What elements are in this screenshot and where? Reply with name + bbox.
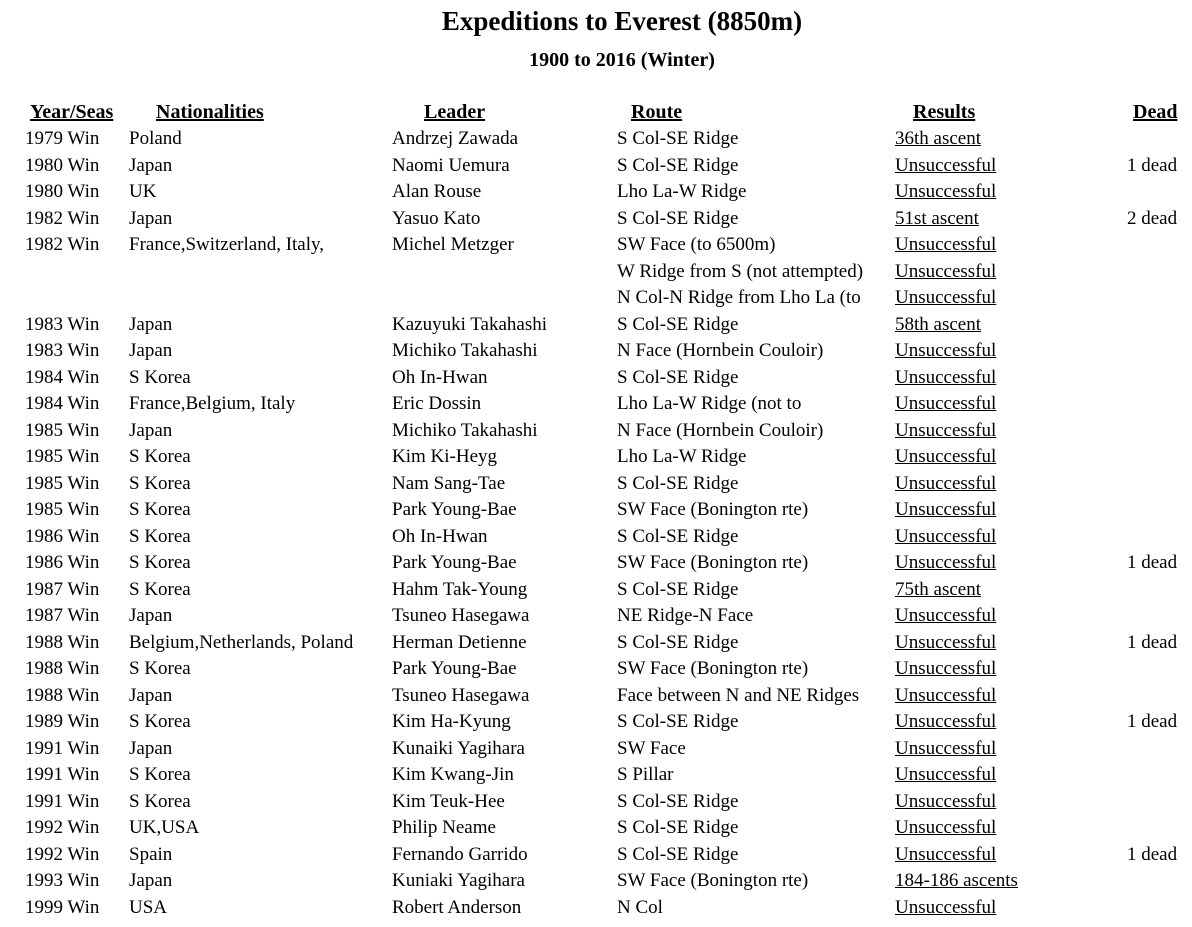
cell-dead: 1 dead [1127,843,1178,865]
cell-route: N Col [617,896,663,918]
cell-route: S Col-SE Ridge [617,790,739,812]
cell-leader: Kunaiki Yagihara [392,737,525,759]
cell-route: Face between N and NE Ridges [617,684,860,706]
cell-nationalities: Japan [129,207,173,229]
column-header-dead: Dead [1133,101,1178,123]
result-link[interactable]: Unsuccessful [895,366,997,388]
cell-nationalities: Japan [129,313,173,335]
page-title: Expeditions to Everest (8850m) [441,6,803,36]
cell-year: 1986 Win [25,552,100,573]
cell-route: N Col-N Ridge from Lho La (to [617,287,861,308]
cell-leader: Kim Teuk-Hee [392,790,505,812]
result-link[interactable]: Unsuccessful [895,499,997,520]
cell-leader: Kuniaki Yagihara [392,870,525,891]
cell-leader: Tsuneo Hasegawa [392,684,530,706]
cell-nationalities: Japan [129,737,173,759]
result-link[interactable]: Unsuccessful [895,419,997,441]
cell-route: Lho La-W Ridge [617,181,747,202]
cell-route: SW Face (Bonington rte) [617,870,809,891]
cell-route: S Col-SE Ridge [617,366,739,388]
cell-route: S Col-SE Ridge [617,525,739,547]
cell-nationalities: Japan [129,340,173,361]
result-link[interactable]: Unsuccessful [895,684,997,706]
cell-nationalities: UK,USA [129,817,200,838]
table-row [0,603,1192,630]
cell-nationalities: Japan [129,684,173,706]
table-row [0,259,1192,286]
cell-year: 1987 Win [25,578,100,600]
cell-route: S Col-SE Ridge [617,711,739,732]
cell-nationalities: S Korea [129,366,191,388]
table-row [0,444,1192,471]
cell-nationalities: S Korea [129,578,191,600]
cell-nationalities: Japan [129,605,173,626]
result-link[interactable]: Unsuccessful [895,552,997,573]
table-row [0,630,1192,657]
cell-route: N Face (Hornbein Couloir) [617,340,824,361]
column-header-results: Results [913,101,976,123]
table-row [0,709,1192,736]
cell-leader: Michiko Takahashi [392,340,538,361]
table-row [0,550,1192,577]
cell-leader: Kazuyuki Takahashi [392,313,548,335]
column-header-year: Year/Seas [30,101,114,123]
cell-leader: Fernando Garrido [392,843,528,865]
table-row [0,736,1192,763]
cell-year: 1985 Win [25,499,100,520]
cell-year: 1986 Win [25,525,100,547]
cell-year: 1991 Win [25,737,100,759]
table-row [0,497,1192,524]
cell-year: 1985 Win [25,472,100,494]
cell-nationalities: Poland [129,128,182,149]
column-header-leader: Leader [424,101,486,123]
cell-year: 1991 Win [25,764,100,785]
result-link[interactable]: Unsuccessful [895,393,997,414]
cell-year: 1980 Win [25,154,100,176]
cell-leader: Naomi Uemura [392,154,510,176]
table-row [0,312,1192,339]
cell-leader: Herman Detienne [392,631,527,653]
cell-year: 1982 Win [25,234,100,255]
table-row [0,471,1192,498]
result-link[interactable]: Unsuccessful [895,817,997,838]
cell-year: 1979 Win [25,128,100,149]
cell-route: NE Ridge-N Face [617,605,754,626]
cell-year: 1992 Win [25,843,100,865]
page-subtitle: 1900 to 2016 (Winter) [529,49,715,71]
cell-dead: 1 dead [1127,711,1178,732]
cell-year: 1988 Win [25,658,100,679]
table-row [0,126,1192,153]
result-link[interactable]: Unsuccessful [895,472,997,494]
cell-leader: Park Young-Bae [392,658,517,679]
cell-route: S Col-SE Ridge [617,207,739,229]
cell-dead: 1 dead [1127,154,1178,176]
cell-year: 1983 Win [25,313,100,335]
cell-leader: Kim Ki-Heyg [392,446,498,467]
cell-year: 1993 Win [25,870,100,891]
cell-route: S Col-SE Ridge [617,843,739,865]
result-link[interactable]: Unsuccessful [895,764,997,785]
result-link[interactable]: 36th ascent [895,128,982,149]
cell-year: 1999 Win [25,896,100,918]
cell-year: 1985 Win [25,446,100,467]
cell-route: S Col-SE Ridge [617,578,739,600]
cell-nationalities: Japan [129,870,173,891]
cell-route: Lho La-W Ridge [617,446,747,467]
cell-year: 1983 Win [25,340,100,361]
result-link[interactable]: Unsuccessful [895,525,997,547]
table-row [0,815,1192,842]
result-link[interactable]: Unsuccessful [895,843,997,865]
table-row [0,232,1192,259]
table-row [0,391,1192,418]
cell-route: S Pillar [617,764,674,785]
cell-route: Lho La-W Ridge (not to [617,393,802,414]
cell-year: 1988 Win [25,684,100,706]
cell-leader: Andrzej Zawada [392,128,519,149]
table-header [0,99,1192,125]
cell-leader: Eric Dossin [392,393,482,414]
cell-leader: Park Young-Bae [392,499,517,520]
result-link[interactable]: Unsuccessful [895,446,997,467]
cell-nationalities: Japan [129,419,173,441]
result-link[interactable]: 184-186 ascents [895,870,1018,891]
cell-year: 1989 Win [25,711,100,732]
cell-route: SW Face (to 6500m) [617,234,776,255]
table-row [0,656,1192,683]
cell-year: 1992 Win [25,817,100,838]
table-row [0,153,1192,180]
result-link[interactable]: Unsuccessful [895,154,997,176]
cell-nationalities: S Korea [129,525,191,547]
table-row [0,577,1192,604]
cell-year: 1982 Win [25,207,100,229]
cell-nationalities: France,Belgium, Italy [129,393,296,414]
cell-nationalities: Japan [129,154,173,176]
cell-route: S Col-SE Ridge [617,472,739,494]
cell-nationalities: S Korea [129,764,191,785]
cell-year: 1987 Win [25,605,100,626]
table-row [0,789,1192,816]
result-link[interactable]: Unsuccessful [895,896,997,918]
result-link[interactable]: Unsuccessful [895,631,997,653]
cell-year: 1980 Win [25,181,100,202]
cell-route: S Col-SE Ridge [617,154,739,176]
table-row [0,842,1192,869]
result-link[interactable]: 75th ascent [895,578,982,600]
cell-nationalities: S Korea [129,499,191,520]
table-row [0,418,1192,445]
table-row [0,285,1192,312]
cell-nationalities: S Korea [129,790,191,812]
result-link[interactable]: Unsuccessful [895,287,997,308]
cell-leader: Oh In-Hwan [392,525,488,547]
table-row [0,524,1192,551]
cell-leader: Kim Kwang-Jin [392,764,514,785]
column-header-route: Route [631,101,683,123]
cell-nationalities: France,Switzerland, Italy, [129,234,325,255]
cell-route: W Ridge from S (not attempted) [617,260,864,282]
cell-nationalities: S Korea [129,472,191,494]
cell-leader: Nam Sang-Tae [392,472,506,494]
cell-route: SW Face (Bonington rte) [617,658,809,679]
cell-leader: Michel Metzger [392,234,514,255]
cell-leader: Hahm Tak-Young [392,578,528,600]
cell-leader: Alan Rouse [392,181,482,202]
table-row [0,365,1192,392]
cell-year: 1991 Win [25,790,100,812]
cell-route: S Col-SE Ridge [617,128,739,149]
cell-nationalities: UK [129,181,157,202]
cell-leader: Yasuo Kato [392,207,481,229]
table-row [0,895,1192,922]
table-row [0,179,1192,206]
cell-route: SW Face [617,737,686,759]
result-link[interactable]: Unsuccessful [895,658,997,679]
cell-nationalities: Spain [129,843,173,865]
cell-year: 1984 Win [25,393,100,414]
table-row [0,338,1192,365]
cell-year: 1984 Win [25,366,100,388]
cell-route: S Col-SE Ridge [617,313,739,335]
table-row [0,762,1192,789]
cell-route: S Col-SE Ridge [617,631,739,653]
cell-route: N Face (Hornbein Couloir) [617,419,824,441]
result-link[interactable]: 58th ascent [895,313,982,335]
result-link[interactable]: Unsuccessful [895,711,997,732]
cell-leader: Tsuneo Hasegawa [392,605,530,626]
column-header-nationalities: Nationalities [156,101,264,123]
cell-route: SW Face (Bonington rte) [617,552,809,573]
cell-year: 1988 Win [25,631,100,653]
cell-nationalities: S Korea [129,711,191,732]
cell-route: SW Face (Bonington rte) [617,499,809,520]
result-link[interactable]: Unsuccessful [895,605,997,626]
result-link[interactable]: Unsuccessful [895,260,997,282]
cell-nationalities: S Korea [129,658,191,679]
cell-leader: Philip Neame [392,817,496,838]
cell-year: 1985 Win [25,419,100,441]
table-row [0,868,1192,895]
expeditions-table [0,126,1192,921]
result-link[interactable]: Unsuccessful [895,737,997,759]
table-row [0,683,1192,710]
result-link[interactable]: Unsuccessful [895,340,997,361]
cell-nationalities: USA [129,896,168,918]
cell-leader: Robert Anderson [392,896,522,918]
result-link[interactable]: Unsuccessful [895,790,997,812]
cell-leader: Michiko Takahashi [392,419,538,441]
cell-nationalities: Belgium,Netherlands, Poland [129,631,354,653]
cell-dead: 1 dead [1127,631,1178,653]
table-row [0,206,1192,233]
result-link[interactable]: 51st ascent [895,207,979,229]
result-link[interactable]: Unsuccessful [895,181,997,202]
cell-leader: Park Young-Bae [392,552,517,573]
cell-dead: 2 dead [1127,207,1178,229]
result-link[interactable]: Unsuccessful [895,234,997,255]
cell-nationalities: S Korea [129,446,191,467]
cell-nationalities: S Korea [129,552,191,573]
cell-leader: Oh In-Hwan [392,366,488,388]
cell-dead: 1 dead [1127,552,1178,573]
cell-leader: Kim Ha-Kyung [392,711,511,732]
cell-route: S Col-SE Ridge [617,817,739,838]
